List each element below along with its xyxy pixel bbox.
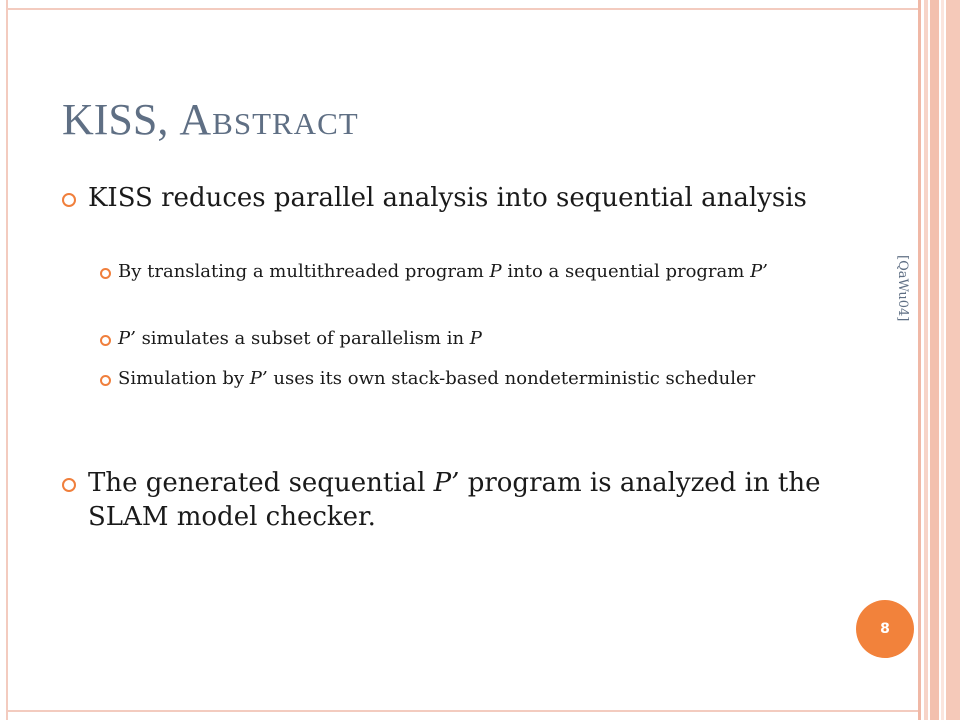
bullet-text-level1: KISS reduces parallel analysis into sequential analysis bbox=[88, 183, 807, 213]
sub-bullet-text: By translating a multithreaded program P into a sequential program P’ bbox=[118, 261, 768, 282]
sub-bullet-text: P’ simulates a subset of parallelism in P bbox=[118, 328, 482, 349]
page-number-badge bbox=[856, 600, 914, 658]
decorative-stripe bbox=[946, 0, 960, 720]
frame-line-bottom bbox=[6, 710, 920, 712]
slide-title bbox=[62, 92, 359, 148]
sub-bullet-icon bbox=[100, 375, 111, 386]
decorative-stripe bbox=[924, 0, 928, 720]
sub-bullet-icon bbox=[100, 268, 111, 279]
frame-line-left bbox=[6, 0, 8, 720]
sub-bullet-text: Simulation by P’ uses its own stack-based nondeterministic scheduler bbox=[118, 368, 756, 389]
frame-line-top bbox=[6, 8, 920, 10]
bullet-icon bbox=[62, 193, 76, 207]
decorative-stripe bbox=[918, 0, 921, 720]
bullet-icon bbox=[62, 478, 76, 492]
decorative-stripe bbox=[930, 0, 939, 720]
citation-label: [QaWu04] bbox=[895, 255, 910, 322]
slide-title-caps: Abstract bbox=[179, 95, 359, 144]
page-number: 8 bbox=[880, 621, 890, 637]
slide-title-main: KISS, bbox=[62, 95, 169, 144]
decorative-stripe bbox=[941, 0, 944, 720]
bullet-text-level1: The generated sequential P’ program is analyzed in the SLAM model checker. bbox=[88, 468, 821, 532]
sub-bullet-icon bbox=[100, 335, 111, 346]
